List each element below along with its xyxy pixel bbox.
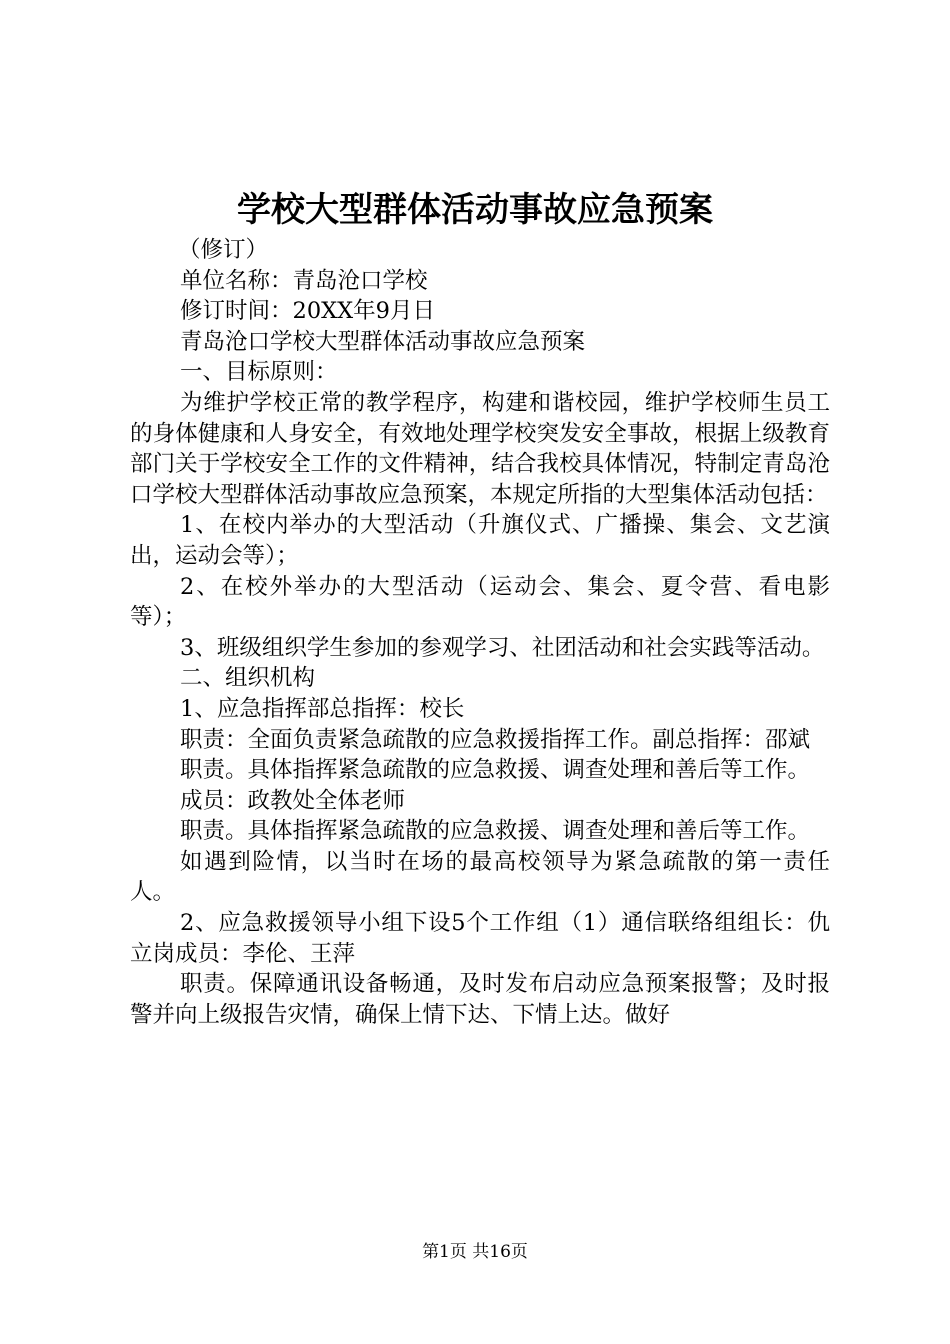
paragraph: 2、应急救援领导小组下设5个工作组（1）通信联络组组长：仇立岗成员：李伦、王萍 [130,910,830,967]
paragraph: 1、应急指挥部总指挥：校长 [180,695,465,722]
paragraph: 为维护学校正常的教学程序，构建和谐校园，维护学校师生员工的身体健康和人身安全，有效地处理学校突发安全事故，根据上级教育部门关于学校安全工作的文件精神，结合我校具体情况，特制定青岛沧口学校大型群体活动事故应急预案，本规定所指的大型集体活动包括： [130,389,830,508]
document-body [130,235,830,1030]
revision-note: （修订） [178,237,269,263]
section-heading-1: 一、目标原则： [180,359,338,386]
list-item: 2、在校外举办的大型活动（运动会、集会、夏令营、看电影等）； [130,573,830,631]
page-number-footer: 第1页 共16页 [422,1242,528,1262]
paragraph: 职责：全面负责紧急疏散的应急救援指挥工作。副总指挥：邵斌 [180,726,811,753]
unit-name-line: 单位名称：青岛沧口学校 [180,267,428,294]
paragraph: 职责。具体指挥紧急疏散的应急救援、调查处理和善后等工作。 [180,818,811,845]
section-heading-2: 二、组织机构 [180,665,316,692]
list-item: 1、在校内举办的大型活动（升旗仪式、广播操、集会、文艺演出，运动会等）； [130,512,830,569]
paragraph: 职责。具体指挥紧急疏散的应急救援、调查处理和善后等工作。 [180,757,811,784]
paragraph: 成员：政教处全体老师 [180,787,406,814]
document-title: 学校大型群体活动事故应急预案 [237,190,713,230]
revision-date-line: 修订时间：20XX年9月日 [180,298,435,325]
subtitle-line: 青岛沧口学校大型群体活动事故应急预案 [180,328,586,355]
list-item: 3、班级组织学生参加的参观学习、社团活动和社会实践等活动。 [180,634,825,661]
paragraph: 职责。保障通讯设备畅通，及时发布启动应急预案报警；及时报警并向上级报告灾情，确保上情下达、下情上达。做好 [130,971,830,1028]
paragraph: 如遇到险情，以当时在场的最高校领导为紧急疏散的第一责任人。 [130,848,830,906]
